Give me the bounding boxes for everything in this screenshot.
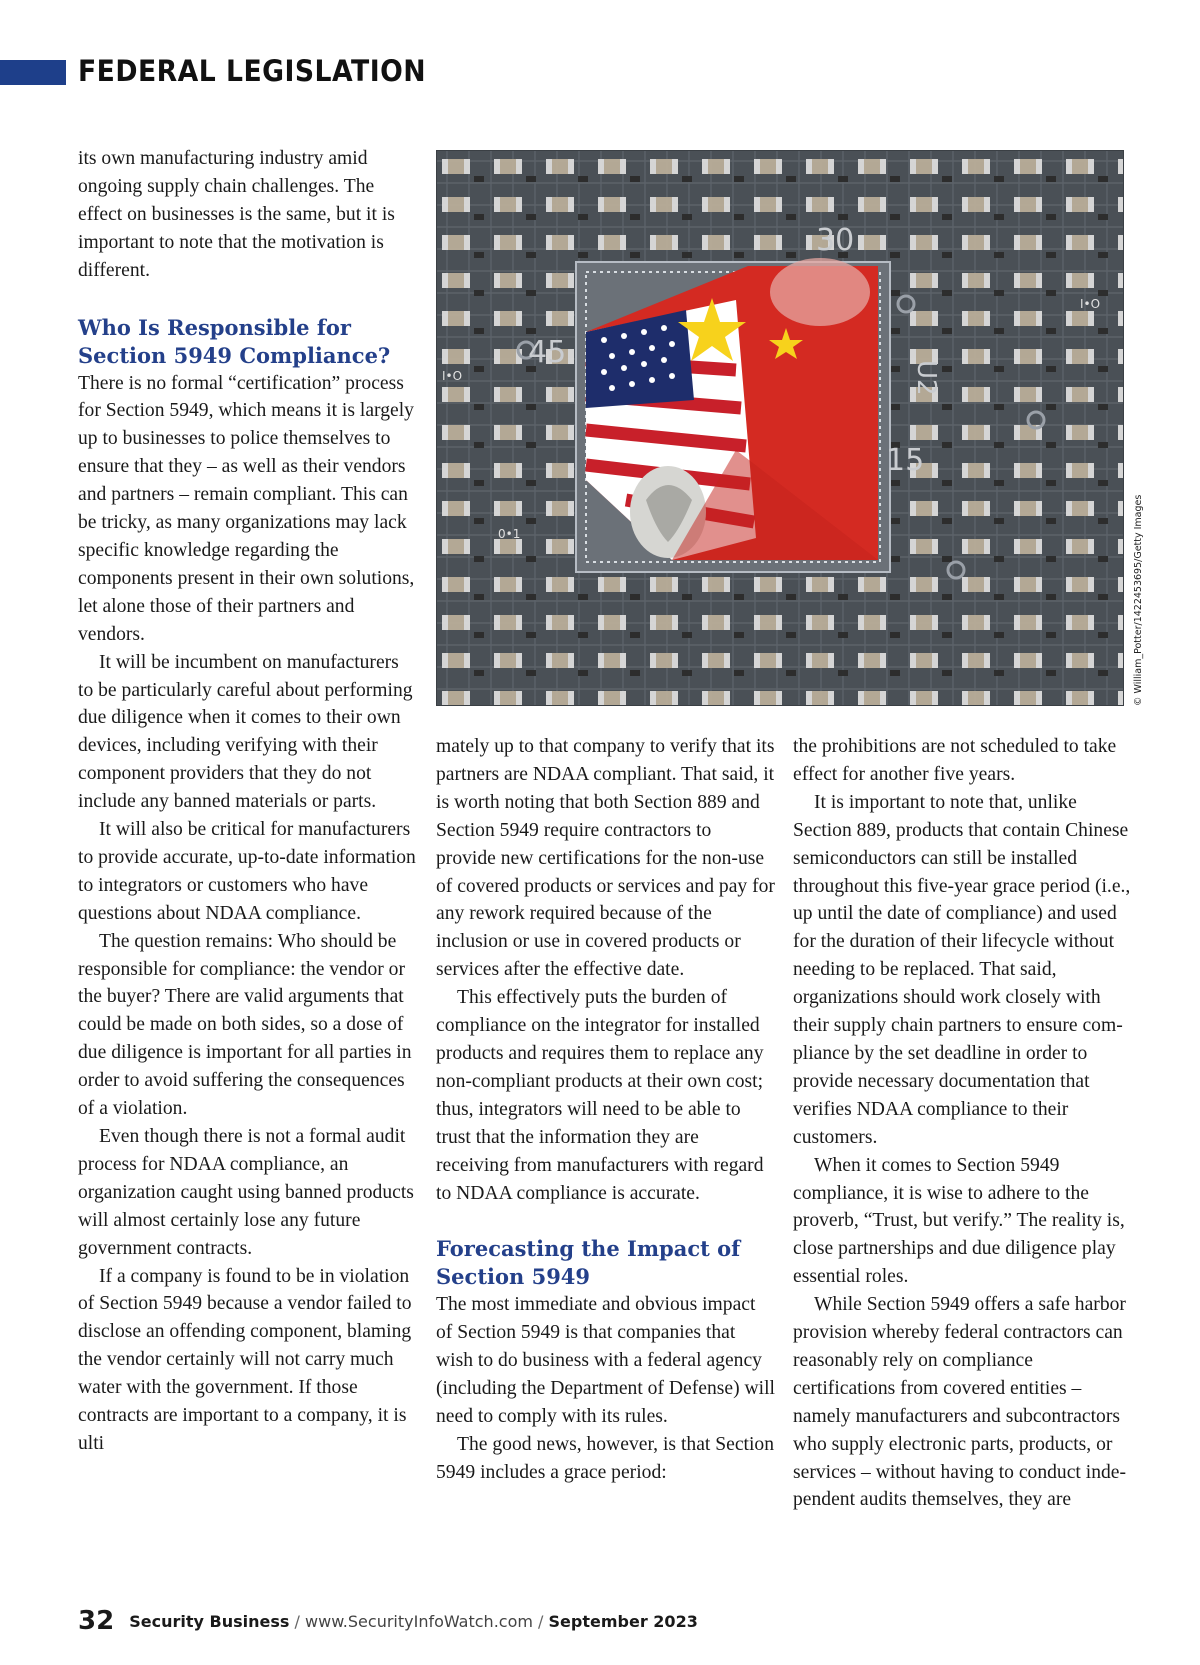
footer-separator: / <box>538 1612 544 1631</box>
paragraph: While Section 5949 offers a safe harbor provision whereby federal contractors can reasonably rely on compliance certifications from covered entities – namely manufacturers and subcontractors who supply electronic parts, products, or services – without having to conduct independent audits themselves, they are <box>793 1294 1127 1511</box>
article-column-1 <box>78 145 418 1458</box>
paragraph: the prohibitions are not scheduled to take effect for another five years. <box>793 736 1117 785</box>
component-label <box>1080 297 1100 311</box>
publication-name: Security Business <box>129 1612 290 1631</box>
chip-label-u2 <box>911 360 941 396</box>
subheading-responsibility: Who Is Responsible for Section 5949 Compliance? <box>78 314 391 368</box>
paragraph: When it comes to Section 5949 compliance, it is wise to adhere to the proverb, “Trust, but verify.” The reality is, close partnerships and due diligence play essential roles. <box>793 1154 1125 1288</box>
paragraph: mately up to that company to verify that its partners are NDAA compliant. That said, it is worth noting that both Section 889 and Section 5949 require contractors to provide new certifications for the non-use of covered products or services and pay for any rework required because of the inclusion or use in covered products or services after the effective date. <box>436 736 775 981</box>
page-footer <box>78 1606 698 1636</box>
paragraph: There is no formal “certification” process for Section 5949, which means it is largely up to businesses to police themselves to ensure that they – as well as their vendors and partners – remain compliant. This can be tricky, as many organizations may lack specific knowledge regarding the components present in their own solutions, let alone those of their partners and vendors. <box>78 372 415 645</box>
component-label <box>442 369 462 383</box>
paragraph: This effectively puts the burden of compliance on the integrator for installed products and requires them to replace any non-compliant products at their own cost; thus, integrators will need to be able to trust that the information they are receiving from manufacturers with regard to NDAA compliance is accurate. <box>436 987 764 1204</box>
section-title: FEDERAL LEGISLATION <box>78 54 427 88</box>
svg-text:0•1: 0•1 <box>498 527 521 541</box>
paragraph: Even though there is not a formal audit process for NDAA compliance, an organization caught using banned products will almost certainly lose any future government contracts. <box>78 1126 414 1259</box>
svg-text:15: 15 <box>886 443 925 478</box>
subheading-forecasting: Forecasting the Impact of Section 5949 <box>436 1236 741 1290</box>
paragraph: If a company is found to be in violation of Section 5949 because a vendor failed to disclose an offending component, blaming the vendor certainly will not carry much water with the government. If those contracts are important to a company, it is ulti <box>78 1265 412 1454</box>
svg-text:I•O: I•O <box>1080 297 1101 311</box>
paragraph: its own manufacturing industry amid ongoing supply chain challenges. The effect on businesses is the same, but it is important to note that the motivation is different. <box>78 148 395 281</box>
paragraph: The question remains: Who should be responsible for compliance: the vendor or the buyer? There are valid arguments that could be made on both sides, so a dose of due diligence is important for all parties in order to avoid suffering the consequences of a violation. <box>78 930 412 1120</box>
section-color-bar <box>0 60 66 85</box>
paragraph: It is important to note that, unlike Section 889, products that contain Chinese semiconductors can still be installed throughout this five-year grace period (i.e., up until the date of compliance) and used for the duration of their lifecycle without needing to be replaced. That said, organizations should work closely with their supply chain partners to ensure compliance by the set deadline in order to provide necessary documentation that verifies NDAA compliance to their customers. <box>793 791 1131 1148</box>
issue-date: September 2023 <box>548 1612 698 1631</box>
svg-text:45: 45 <box>528 335 567 370</box>
paragraph: It will be incumbent on manufacturers to be particularly careful about performing due diligence when it comes to their own devices, including verifying with their component providers that they do not include any banned materials or parts. <box>78 651 413 813</box>
chip-label-15 <box>886 443 924 478</box>
paragraph: The good news, however, is that Section 5949 includes a grace period: <box>436 1433 775 1483</box>
article-column-3 <box>793 733 1133 1514</box>
article-column-2 <box>436 733 776 1487</box>
paragraph: The most immediate and obvious impact of Section 5949 is that companies that wish to do business with a federal agency (including the Department of Defense) will need to comply with its rules. <box>436 1294 775 1428</box>
svg-text:I•O: I•O <box>442 369 463 383</box>
svg-text:U2: U2 <box>911 360 941 396</box>
chip-label-30 <box>816 223 854 258</box>
footer-separator: / <box>294 1612 300 1631</box>
component-label <box>498 527 520 541</box>
chip-illustration <box>436 150 1124 706</box>
page-number: 32 <box>78 1606 115 1636</box>
chip-label-45 <box>528 335 566 370</box>
paragraph: It will also be critical for manufacturers to provide accurate, up-to-date information to integrators or customers who have questions about NDAA compliance. <box>78 819 416 924</box>
publication-url: www.SecurityInfoWatch.com <box>305 1612 533 1631</box>
circuit-board-chip-photo <box>436 150 1124 706</box>
photo-credit: © William_Potter/1422453695/Getty Images <box>1133 494 1144 706</box>
svg-text:30: 30 <box>816 223 855 258</box>
